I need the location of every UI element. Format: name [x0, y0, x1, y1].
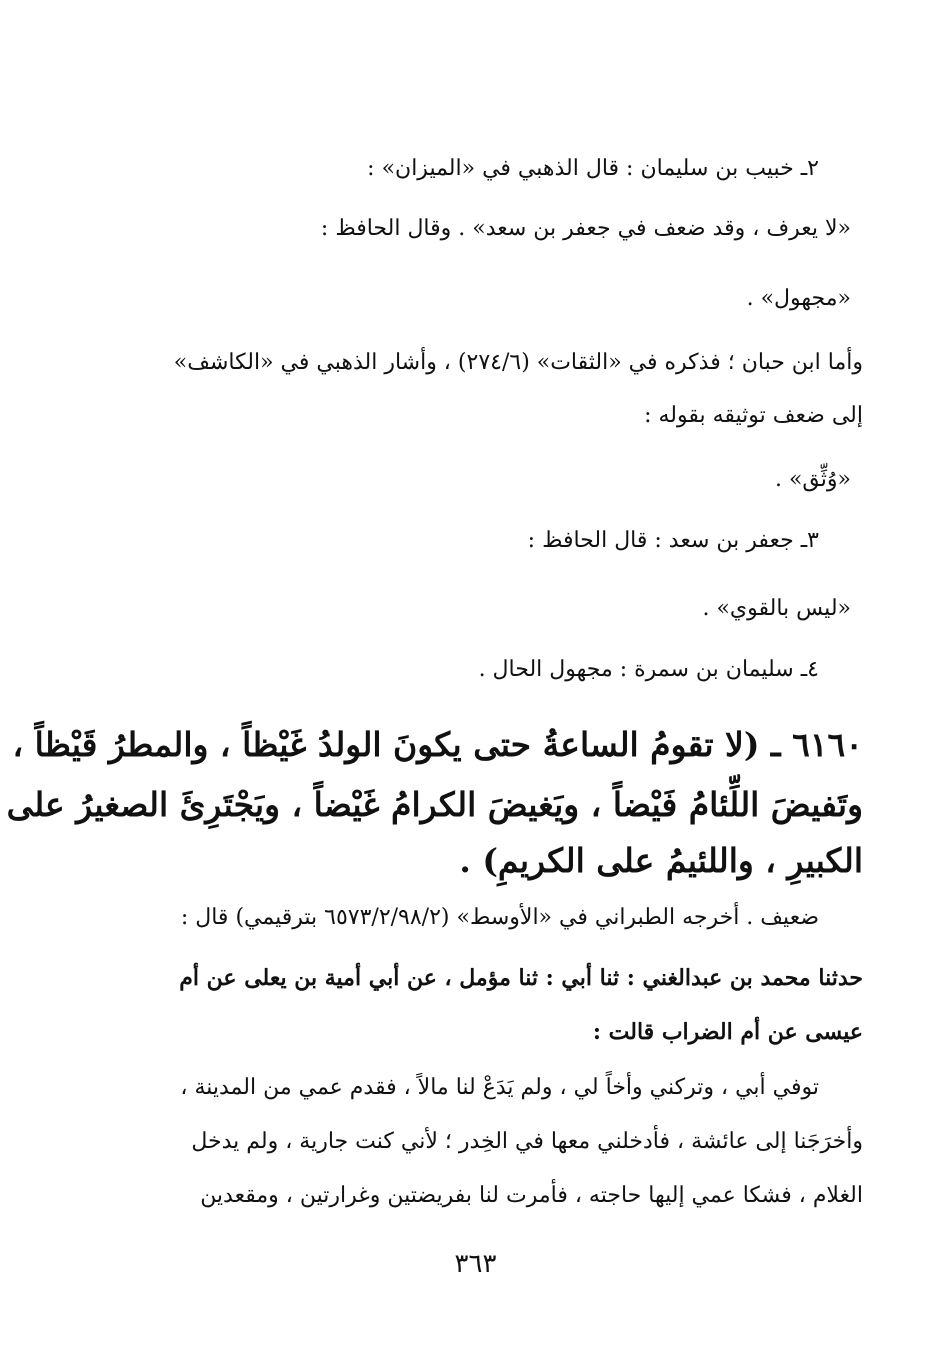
isnad-line-2: عيسى عن أم الضراب قالت :	[592, 1019, 863, 1045]
wuthiq-quote: «وُثِّق» .	[774, 467, 851, 492]
hadith-text-line-2: وتَفيضَ اللِّئامُ فَيْضاً ، ويَغيضَ الكرامُ غَيْضاً ، ويَجْتَرِئَ الصغيرُ على	[6, 785, 863, 824]
takhrij-line-1: ضعيف . أخرجه الطبراني في «الأوسط» (٦٥٧٣/٢/٩٨/٢ بترقيمي) قال :	[180, 905, 819, 930]
narrator-3-heading: ٣ـ جعفر بن سعد : قال الحافظ :	[527, 528, 819, 553]
page-number: ٣٦٣	[454, 1249, 497, 1279]
hadith-text-line-1: ٦١٦٠ ـ (لا تقومُ الساعةُ حتى يكونَ الولدُ غَيْظاً ، والمطرُ قَيْظاً ،	[12, 725, 863, 764]
narrator-2-grade: «مجهول» .	[746, 286, 851, 311]
hadith-text-line-3: الكبيرِ ، واللئيمُ على الكريمِ) .	[459, 841, 863, 880]
narrator-2-heading: ٢ـ خبيب بن سليمان : قال الذهبي في «الميزان» :	[367, 156, 819, 181]
narrator-3-grade: «ليس بالقوي» .	[702, 596, 851, 621]
isnad-line-1: حدثنا محمد بن عبدالغني : ثنا أبي : ثنا مؤمل ، عن أبي أمية بن يعلى عن أم	[179, 965, 863, 991]
narration-line-1: توفي أبي ، وتركني وأخاً لي ، ولم يَدَعْ لنا مالاً ، فقدم عمي من المدينة ،	[180, 1075, 819, 1100]
narrator-2-quote: «لا يعرف ، وقد ضعف في جعفر بن سعد» . وقال الحافظ :	[320, 216, 851, 241]
ibn-hibban-note: وأما ابن حبان ؛ فذكره في «الثقات» (٢٧٤/٦) ، وأشار الذهبي في «الكاشف»	[173, 350, 863, 375]
narration-line-3: الغلام ، فشكا عمي إليها حاجته ، فأمرت لنا بفريضتين وغرارتين ، ومقعدين	[200, 1183, 863, 1208]
narration-line-2: وأخرَجَنا إلى عائشة ، فأدخلني معها في الخِدر ؛ لأني كنت جارية ، ولم يدخل	[191, 1129, 863, 1154]
narrator-4-heading: ٤ـ سليمان بن سمرة : مجهول الحال .	[478, 657, 819, 682]
ibn-hibban-note-cont: إلى ضعف توثيقه بقوله :	[644, 403, 863, 428]
